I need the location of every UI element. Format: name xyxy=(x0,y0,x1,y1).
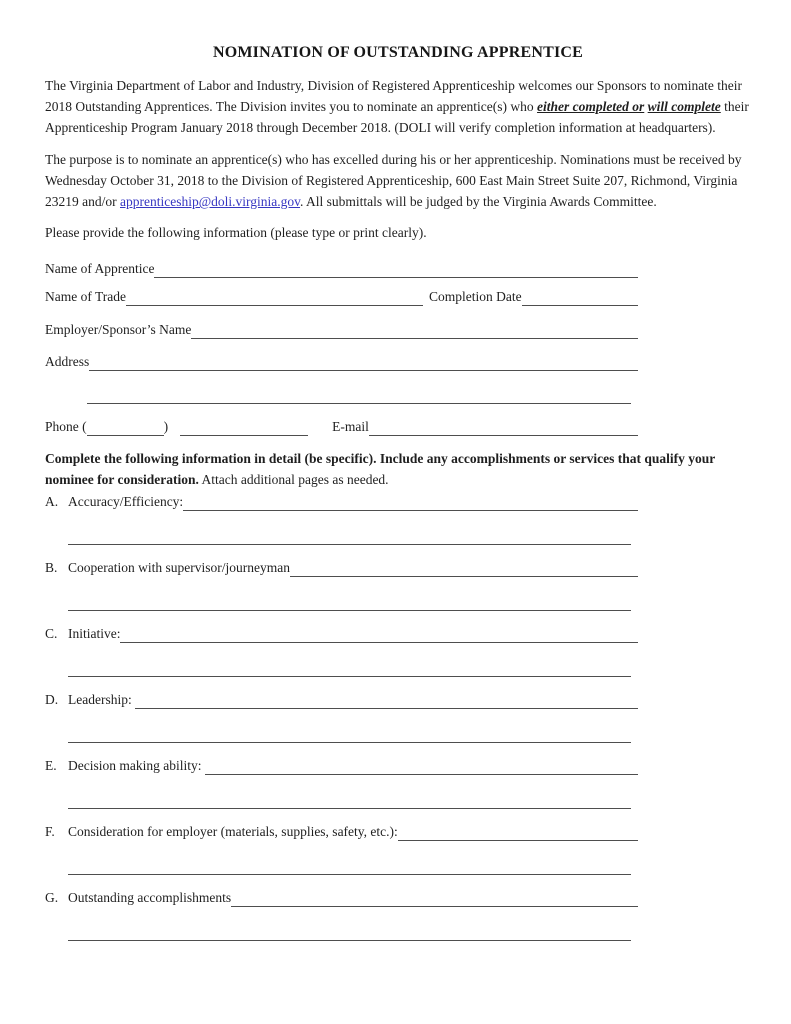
address-blank-2[interactable] xyxy=(87,387,631,404)
detail-instructions-bold: Complete the following information in detail (be specific). Include any accomplishments or services that qualify your nominee for consideration. xyxy=(45,451,715,487)
completion-date-label: Completion Date xyxy=(429,289,522,304)
item-row-initiative xyxy=(45,623,638,643)
phone-area-code-blank[interactable] xyxy=(87,419,164,436)
item-label-decision: Decision making ability: xyxy=(68,758,205,773)
p1-emphasis-either-completed-or: either completed or xyxy=(537,99,645,114)
item-label-accuracy: Accuracy/Efficiency: xyxy=(68,494,184,509)
item-leadership-blank[interactable] xyxy=(135,692,638,709)
trade-blank[interactable] xyxy=(126,289,423,306)
item-row-consideration xyxy=(45,821,638,841)
address-label: Address xyxy=(45,354,90,369)
item-row-accuracy xyxy=(45,491,638,511)
address-blank[interactable] xyxy=(89,354,638,371)
item-label-consideration: Consideration for employer (materials, supplies, safety, etc.): xyxy=(68,824,398,839)
fields-section xyxy=(45,258,638,436)
email-label: E-mail xyxy=(332,419,369,434)
item-letter-f: F. xyxy=(45,824,55,839)
item-letter-d: D. xyxy=(45,692,59,707)
apprentice-name-row xyxy=(45,258,638,278)
page-title: NOMINATION OF OUTSTANDING APPRENTICE xyxy=(212,44,584,61)
trade-label: Name of Trade xyxy=(45,289,126,304)
item-cooperation-blank-2[interactable] xyxy=(68,592,631,611)
intro-paragraph-1 xyxy=(45,75,751,138)
item-letter-c: C. xyxy=(45,626,58,641)
employer-name-blank[interactable] xyxy=(191,322,638,339)
item-decision-blank-2[interactable] xyxy=(68,790,631,809)
email-blank[interactable] xyxy=(369,419,638,436)
item-leadership-blank-2[interactable] xyxy=(68,724,631,743)
item-row-decision xyxy=(45,755,638,775)
phone-label: Phone ( xyxy=(45,419,87,434)
phone-close-paren: ) xyxy=(163,419,169,434)
phone-number-blank[interactable] xyxy=(180,419,308,436)
criteria-list xyxy=(45,491,638,941)
item-consideration-blank[interactable] xyxy=(398,824,638,841)
apprentice-name-blank[interactable] xyxy=(154,261,638,278)
item-row-cooperation xyxy=(45,557,638,577)
detail-instructions xyxy=(45,448,751,490)
detail-instructions-normal: Attach additional pages as needed. xyxy=(198,472,389,487)
item-row-leadership xyxy=(45,689,638,709)
p1-text-before: The Virginia Department of Labor and Industry, Division of Registered Apprenticeship welcomes our Sponsors to nominate their 2018 Outstanding Apprentices. The Division invites you to nominate an apprentice(s) who xyxy=(45,78,743,114)
item-initiative-blank[interactable] xyxy=(120,626,638,643)
item-letter-g: G. xyxy=(45,890,59,905)
item-accuracy-blank-2[interactable] xyxy=(68,526,631,545)
intro-paragraph-2 xyxy=(45,149,751,212)
item-label-cooperation: Cooperation with supervisor/journeyman xyxy=(68,560,290,575)
item-accomplishments-blank-2[interactable] xyxy=(68,922,631,941)
item-letter-e: E. xyxy=(45,758,57,773)
item-cooperation-blank[interactable] xyxy=(290,560,638,577)
item-label-accomplishments: Outstanding accomplishments xyxy=(68,890,232,905)
item-letter-b: B. xyxy=(45,560,58,575)
p2-text-before: The purpose is to nominate an apprentice(s) who has excelled during his or her apprenticeship. Nominations must be received by Wednesday October 31, 2018 to the Division of Registered Apprenticeship, 600 East Main Street Suite 207, Richmond, Virginia 23219 and/or xyxy=(45,152,742,209)
address-row xyxy=(45,351,638,371)
completion-date-blank[interactable] xyxy=(522,289,638,306)
item-accomplishments-blank[interactable] xyxy=(231,890,638,907)
p1-text-after: their Apprenticeship Program January 2018 through December 2018. (DOLI will verify completion information at headquarters). xyxy=(45,99,749,135)
employer-name-row xyxy=(45,319,638,339)
employer-name-label: Employer/Sponsor’s Name xyxy=(45,322,192,337)
item-accuracy-blank[interactable] xyxy=(183,494,638,511)
item-label-initiative: Initiative: xyxy=(68,626,121,641)
item-decision-blank[interactable] xyxy=(205,758,638,775)
item-row-accomplishments xyxy=(45,887,638,907)
item-initiative-blank-2[interactable] xyxy=(68,658,631,677)
address-row-2 xyxy=(45,384,638,404)
item-label-leadership: Leadership: xyxy=(68,692,136,707)
p1-emphasis-will-complete: will complete xyxy=(647,99,721,114)
please-provide-text: Please provide the following information (please type or print clearly). xyxy=(45,225,427,240)
email-link[interactable]: apprenticeship@doli.virginia.gov xyxy=(120,194,301,209)
p2-text-after: . All submittals will be judged by the Virginia Awards Committee. xyxy=(300,194,657,209)
apprentice-name-label: Name of Apprentice xyxy=(45,261,155,276)
item-consideration-blank-2[interactable] xyxy=(68,856,631,875)
trade-completion-row xyxy=(45,286,638,306)
phone-email-row xyxy=(45,416,638,436)
item-letter-a: A. xyxy=(45,494,59,509)
